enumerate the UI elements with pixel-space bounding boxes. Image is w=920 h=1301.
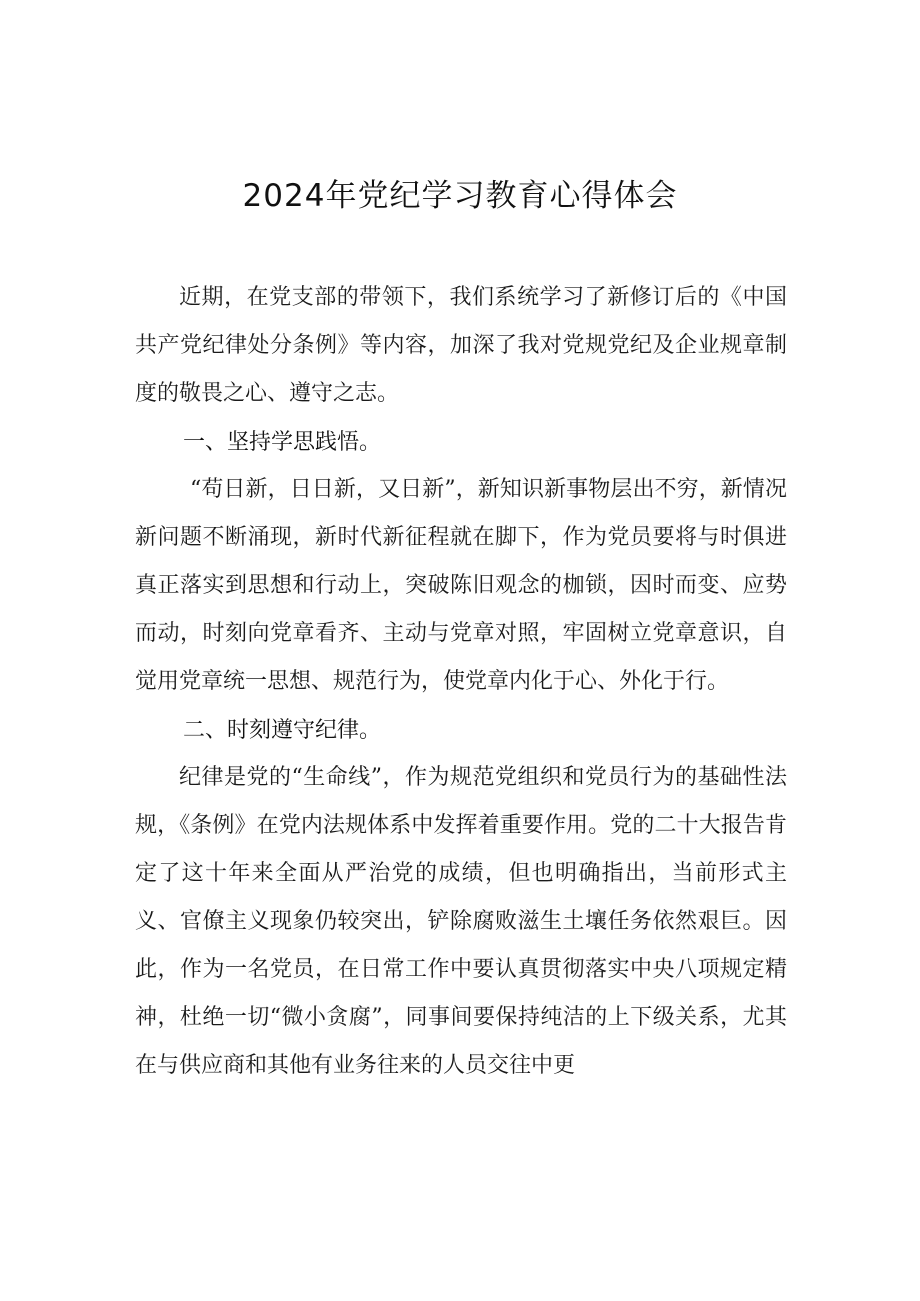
document-title: 2024年党纪学习教育心得体会	[242, 178, 678, 214]
document-body	[135, 274, 787, 1090]
section-1-heading: 一、坚持学思践悟。	[183, 430, 382, 455]
section-2-heading: 二、时刻遵守纪律。	[183, 718, 382, 743]
section-2-paragraph: 纪律是党的“生命线”，作为规范党组织和党员行为的基础性法规，《条例》在党内法规体系中发挥着重要作用。党的二十大报告肯定了这十年来全面从严治党的成绩，但也明确指出，当前形式主义、官僚主义现象仍较突出，铲除腐败滋生土壤任务依然艰巨。因此，作为一名党员，在日常工作中要认真贯彻落实中央八项规定精神，杜绝一切“微小贪腐”，同事间要保持纯洁的上下级关系，尤其在与供应商和其他有业务往来的人员交往中更	[135, 765, 787, 1078]
section-1-paragraph: “苟日新，日日新，又日新”，新知识新事物层出不穷，新情况新问题不断涌现，新时代新征程就在脚下，作为党员要将与时俱进真正落实到思想和行动上，突破陈旧观念的枷锁，因时而变、应势而动，时刻向党章看齐、主动与党章对照，牢固树立党章意识，自觉用党章统一思想、规范行为，使党章内化于心、外化于行。	[135, 477, 787, 694]
intro-paragraph: 近期，在党支部的带领下，我们系统学习了新修订后的《中国共产党纪律处分条例》等内容，加深了我对党规党纪及企业规章制度的敬畏之心、遵守之志。	[135, 285, 787, 406]
